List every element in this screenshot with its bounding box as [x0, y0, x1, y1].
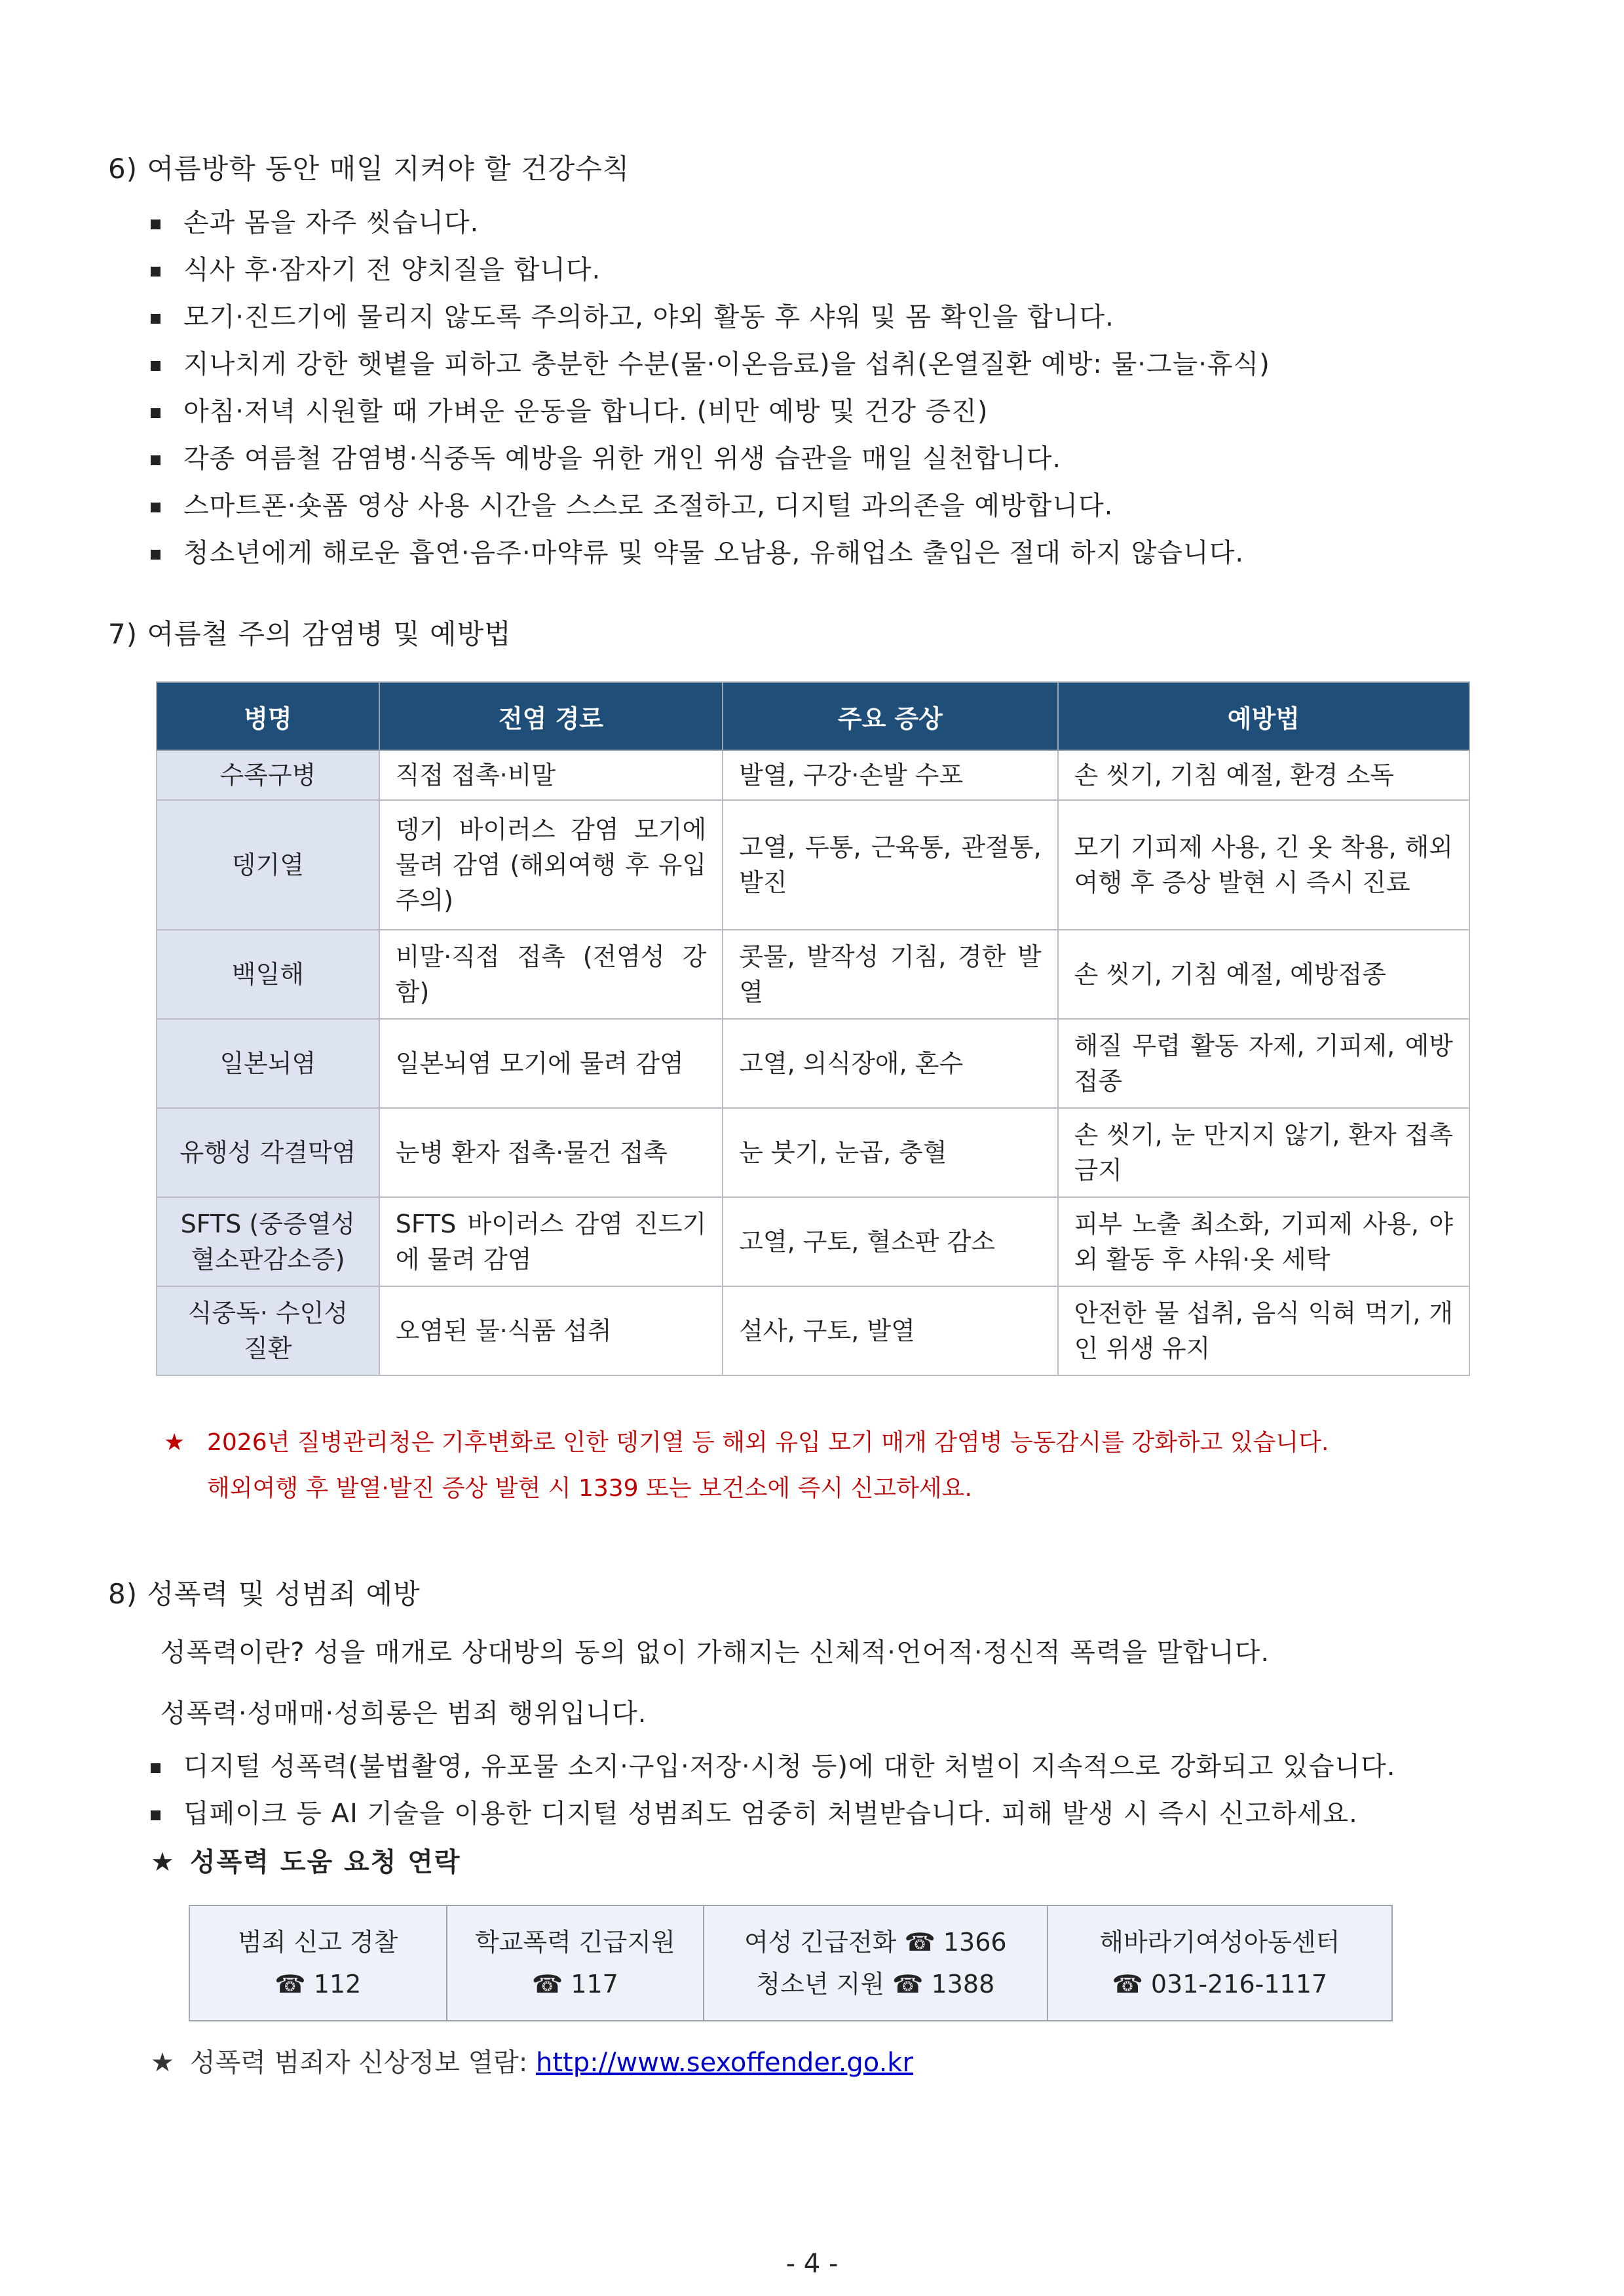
table-row: [157, 1286, 1469, 1375]
disease-name: 일본뇌염: [157, 1019, 379, 1108]
transmission-route: 일본뇌염 모기에 물려 감염: [379, 1019, 723, 1108]
main-symptoms: 설사, 구토, 발열: [723, 1286, 1057, 1375]
contact-women-youth: 여성 긴급전화 ☎ 1366 청소년 지원 ☎ 1388: [704, 1905, 1047, 2021]
header-disease: 병명: [157, 682, 379, 750]
square-bullet-icon: [151, 361, 161, 371]
transmission-route: 눈병 환자 접촉·물건 접촉: [379, 1108, 723, 1197]
list-item: 스마트폰·숏폼 영상 사용 시간을 스스로 조절하고, 디지털 과의존을 예방합니다.: [151, 482, 1270, 529]
header-route: 전염 경로: [379, 682, 723, 750]
list-item: 손과 몸을 자주 씻습니다.: [151, 199, 1270, 246]
contact-school-violence: 학교폭력 긴급지원 ☎ 117: [447, 1905, 704, 2021]
transmission-route: SFTS 바이러스 감염 진드기에 물려 감염: [379, 1197, 723, 1286]
offender-info-link[interactable]: http://www.sexoffender.go.kr: [536, 2048, 913, 2078]
main-symptoms: 고열, 의식장애, 혼수: [723, 1019, 1057, 1108]
transmission-route: 오염된 물·식품 섭취: [379, 1286, 723, 1375]
star-icon: ★: [151, 1847, 174, 1877]
square-bullet-icon: [151, 314, 161, 324]
main-symptoms: 고열, 두통, 근육통, 관절통, 발진: [723, 800, 1057, 930]
list-item: 식사 후·잠자기 전 양치질을 합니다.: [151, 246, 1270, 294]
list-item: 모기·진드기에 물리지 않도록 주의하고, 야외 활동 후 샤워 및 몸 확인을 합니다.: [151, 294, 1270, 341]
prevention: 피부 노출 최소화, 기피제 사용, 야외 활동 후 샤워·옷 세탁: [1058, 1197, 1469, 1286]
transmission-route: 직접 접촉·비말: [379, 750, 723, 800]
prevention: 모기 기피제 사용, 긴 옷 착용, 해외여행 후 증상 발현 시 즉시 진료: [1058, 800, 1469, 930]
transmission-route: 비말·직접 접촉 (전염성 강함): [379, 930, 723, 1019]
help-title: 성폭력 도움 요청 연락: [190, 1847, 461, 1877]
disease-name: SFTS (중증열성 혈소판감소증): [157, 1197, 379, 1286]
square-bullet-icon: [151, 550, 161, 560]
list-item: 아침·저녁 시원할 때 가벼운 운동을 합니다. (비만 예방 및 건강 증진): [151, 388, 1270, 435]
table-row: [157, 750, 1469, 800]
main-symptoms: 고열, 구토, 혈소판 감소: [723, 1197, 1057, 1286]
disease-name: 식중독· 수인성 질환: [157, 1286, 379, 1375]
disease-name: 뎅기열: [157, 800, 379, 930]
offender-info-label: 성폭력 범죄자 신상정보 열람:: [190, 2048, 537, 2078]
list-item: 청소년에게 해로운 흡연·음주·마약류 및 약물 오남용, 유해업소 출입은 절대 하지 않습니다.: [151, 529, 1270, 577]
definition-text: 성폭력이란? 성을 매개로 상대방의 동의 없이 가해지는 신체적·언어적·정신적 폭력을 말합니다.: [161, 1637, 1270, 1668]
table-row: [189, 1905, 1392, 2021]
disease-table: [156, 681, 1470, 1376]
section-7-title: 7) 여름철 주의 감염병 및 예방법: [108, 618, 512, 650]
offender-info-line: [151, 2042, 913, 2079]
list-item: 디지털 성폭력(불법촬영, 유포물 소지·구입·저장·시청 등)에 대한 처벌이 지속적으로 강화되고 있습니다.: [151, 1743, 1395, 1790]
star-icon: ★: [151, 2048, 174, 2078]
section-8-title: 8) 성폭력 및 성범죄 예방: [108, 1578, 421, 1610]
prevention: 손 씻기, 눈 만지지 않기, 환자 접촉 금지: [1058, 1108, 1469, 1197]
main-symptoms: 발열, 구강·손발 수포: [723, 750, 1057, 800]
transmission-route: 뎅기 바이러스 감염 모기에 물려 감염 (해외여행 후 유입 주의): [379, 800, 723, 930]
star-icon: ★: [164, 1429, 185, 1456]
main-symptoms: 콧물, 발작성 기침, 경한 발열: [723, 930, 1057, 1019]
disease-name: 유행성 각결막염: [157, 1108, 379, 1197]
prevention: 안전한 물 섭취, 음식 익혀 먹기, 개인 위생 유지: [1058, 1286, 1469, 1375]
prevention: 손 씻기, 기침 예절, 예방접종: [1058, 930, 1469, 1019]
notice-line-1: 2026년 질병관리청은 기후변화로 인한 뎅기열 등 해외 유입 모기 매개 감염병 능동감시를 강화하고 있습니다.: [207, 1429, 1329, 1456]
header-prevention: 예방법: [1058, 682, 1469, 750]
page-number: - 4 -: [785, 2249, 839, 2279]
help-contacts-table: [189, 1905, 1393, 2021]
help-contacts-heading: [151, 1841, 461, 1879]
list-item: 각종 여름철 감염병·식중독 예방을 위한 개인 위생 습관을 매일 실천합니다.: [151, 435, 1270, 482]
square-bullet-icon: [151, 408, 161, 418]
prevention: 해질 무렵 활동 자제, 기피제, 예방접종: [1058, 1019, 1469, 1108]
main-symptoms: 눈 붓기, 눈곱, 충혈: [723, 1108, 1057, 1197]
table-row: [157, 1108, 1469, 1197]
square-bullet-icon: [151, 220, 161, 229]
table-row: [157, 1019, 1469, 1108]
table-row: [157, 800, 1469, 930]
dengue-notice: [164, 1420, 1329, 1512]
disease-name: 수족구병: [157, 750, 379, 800]
prevention: 손 씻기, 기침 예절, 환경 소독: [1058, 750, 1469, 800]
square-bullet-icon: [151, 455, 161, 465]
header-symptoms: 주요 증상: [723, 682, 1057, 750]
square-bullet-icon: [151, 503, 161, 512]
list-item: 딥페이크 등 AI 기술을 이용한 디지털 성범죄도 엄중히 처벌받습니다. 피해 발생 시 즉시 신고하세요.: [151, 1790, 1395, 1837]
disease-name: 백일해: [157, 930, 379, 1019]
square-bullet-icon: [151, 1810, 161, 1820]
list-item: 지나치게 강한 햇볕을 피하고 충분한 수분(물·이온음료)을 섭취(온열질환 예방: 물·그늘·휴식): [151, 341, 1270, 388]
contact-sunflower-center: 해바라기여성아동센터 ☎ 031-216-1117: [1048, 1905, 1392, 2021]
table-row: [157, 930, 1469, 1019]
table-row: [157, 1197, 1469, 1286]
digital-crime-list: [151, 1743, 1395, 1837]
square-bullet-icon: [151, 267, 161, 277]
health-rules-list: [151, 199, 1270, 577]
section-6-title: 6) 여름방학 동안 매일 지켜야 할 건강수칙: [108, 153, 630, 185]
table-header-row: [157, 682, 1469, 750]
notice-line-2: 해외여행 후 발열·발진 증상 발현 시 1339 또는 보건소에 즉시 신고하세요.: [207, 1475, 972, 1502]
crime-statement: 성폭력·성매매·성희롱은 범죄 행위입니다.: [161, 1698, 647, 1729]
square-bullet-icon: [151, 1763, 161, 1773]
contact-police: 범죄 신고 경찰 ☎ 112: [189, 1905, 447, 2021]
